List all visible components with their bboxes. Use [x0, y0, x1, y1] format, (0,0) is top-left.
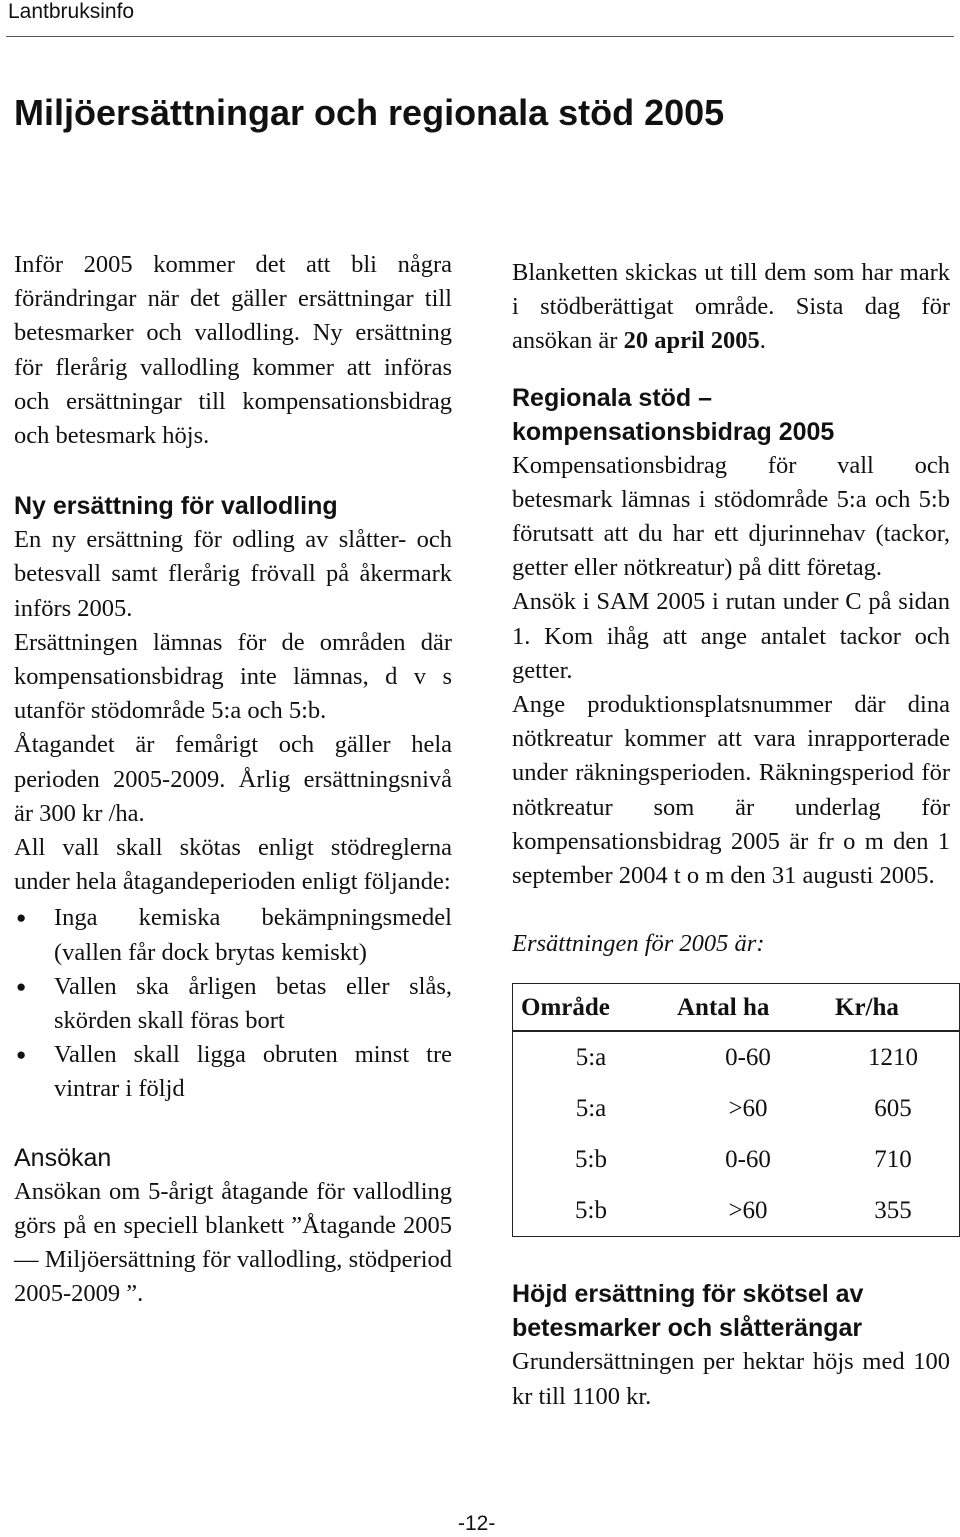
table-row [513, 1134, 960, 1185]
list-item: ● Vallen skall ligga obruten minst tre vintrar i följd [14, 1038, 452, 1106]
paragraph: All vall skall skötas enligt stödreglerna under hela åtagandeperioden enligt följande: [14, 834, 452, 896]
paragraph: Ansökan om 5-årigt åtagande för vallodling görs på en speciell blankett ”Åtagande 2005 — Miljöersättning för vallodling, stödperiod 2005-2009 ”. [14, 1177, 452, 1308]
table-cell: 1210 [868, 1043, 918, 1071]
table-cell: 5:b [575, 1196, 607, 1224]
column-header: Område [513, 984, 670, 1032]
site-header: Lantbruksinfo [8, 0, 135, 23]
table-row [513, 1083, 960, 1134]
intro-paragraph: Inför 2005 kommer det att bli några förändringar när det gäller ersättningar till betesmarker och vallodling. Ny ersättning för flerårig vallodling kommer att införas och ersättningar till kompensationsbidrag och betesmark höjs. [14, 251, 452, 450]
text: . [759, 327, 766, 355]
table-cell: 5:a [575, 1094, 607, 1122]
paragraph: En ny ersättning för odling av slåtter- och betesvall samt flerårig frövall på åkermark införs 2005. [14, 526, 452, 622]
column-header: Antal ha [669, 984, 827, 1032]
table-cell: >60 [728, 1196, 768, 1224]
table-cell: 5:a [575, 1043, 607, 1071]
section-heading-regionala: Regionala stöd – kompensationsbidrag 2005 [512, 383, 835, 446]
section-heading-betesmarker: Höjd ersättning för skötsel av betesmarker och slåtterängar [512, 1280, 864, 1343]
list-item: ● Inga kemiska bekämpningsmedel (vallen får dock brytas kemiskt) [14, 901, 452, 969]
text: Blanketten skickas ut till dem som har mark i stödberättigat område. Sista dag för ansökan är [512, 259, 950, 355]
paragraph: Ersättningen lämnas för de områden där kompensationsbidrag inte lämnas, d v s utanför stödområde 5:a och 5:b. [14, 628, 452, 725]
column-header: Kr/ha [827, 984, 960, 1032]
page-number: -12- [458, 1512, 496, 1535]
table-row [513, 1031, 960, 1083]
table-cell: 0-60 [725, 1043, 771, 1071]
compensation-table [512, 983, 960, 1237]
rules-list [14, 901, 452, 1106]
table-caption: Ersättningen för 2005 är: [512, 930, 765, 958]
table-row [513, 1185, 960, 1237]
table-cell: 710 [874, 1145, 912, 1173]
table-cell: 5:b [575, 1145, 607, 1173]
section-heading-ansokan: Ansökan [14, 1143, 112, 1172]
page-title: Miljöersättningar och regionala stöd 2005 [14, 92, 725, 133]
right-column [512, 256, 950, 1414]
deadline: 20 april 2005 [623, 327, 760, 355]
left-column [14, 248, 452, 1311]
paragraph [512, 256, 950, 359]
paragraph: Kompensationsbidrag för vall och betesmark lämnas i stödområde 5:a och 5:b förutsatt att du har ett djurinnehav (tackor, getter eller nötkreatur) på ditt företag. [512, 451, 950, 582]
paragraph: Grundersättningen per hektar höjs med 100 kr till 1100 kr. [512, 1348, 950, 1410]
paragraph: Ange produktionsplatsnummer där dina nötkreatur kommer att vara inrapporterade under räkningsperioden. Räkningsperiod för nötkreatur som är underlag för kompensationsbidrag 2005 är fr o m den 1 september 2004 t o m den 31 augusti 2005. [512, 691, 950, 890]
section-heading-vallodling: Ny ersättning för vallodling [14, 492, 338, 521]
table-cell: 355 [874, 1196, 912, 1224]
list-item: ● Vallen ska årligen betas eller slås, skörden skall föras bort [14, 970, 452, 1038]
table-cell: 605 [874, 1094, 912, 1122]
paragraph: Åtagandet är femårigt och gäller hela perioden 2005-2009. Årlig ersättningsnivå är 300 kr /ha. [14, 731, 452, 827]
table-cell: 0-60 [725, 1145, 771, 1173]
header-divider [6, 36, 954, 37]
table-cell: >60 [728, 1094, 768, 1122]
paragraph: Ansök i SAM 2005 i rutan under C på sidan 1. Kom ihåg att ange antalet tackor och getter. [512, 588, 950, 684]
